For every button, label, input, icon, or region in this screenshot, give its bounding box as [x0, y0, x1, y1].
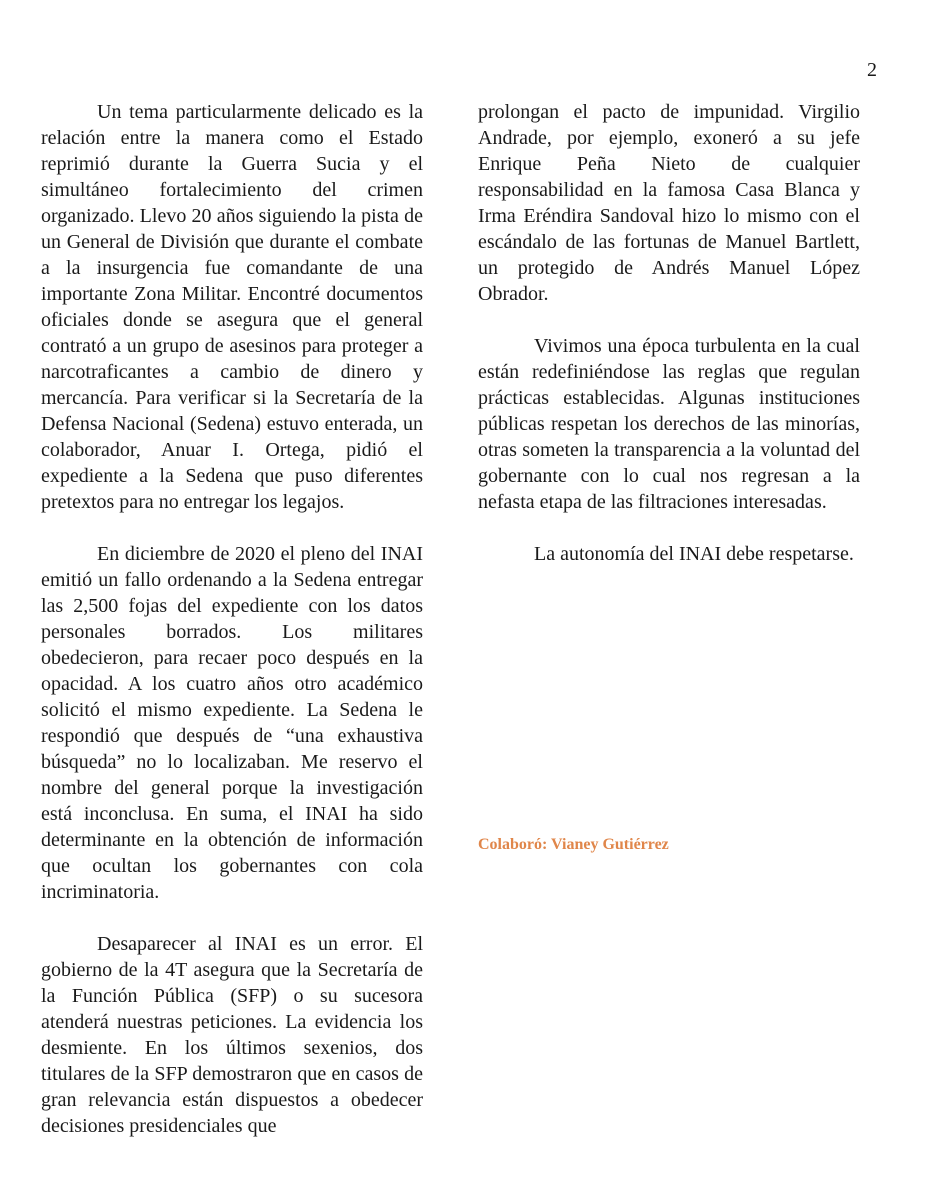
credit-line: Colaboró: Vianey Gutiérrez — [478, 836, 669, 853]
page-number: 2 — [867, 59, 877, 81]
paragraph-autonomia-inai: La autonomía del INAI debe respetarse. — [534, 543, 854, 565]
paragraph-epoca-turbulenta: Vivimos una época turbulenta en la cual están redefiniéndose las reglas que regulan prácticas establecidas. Algunas instituciones públicas respetan los derechos de las minorías, otras someten la transparencia a la voluntad del gobernante con lo cual nos regresan a la nefasta etapa de las filtraciones interesadas. — [478, 335, 860, 513]
paragraph-desaparecer-inai: Desaparecer al INAI es un error. El gobierno de la 4T asegura que la Secretaría de la Función Pública (SFP) o su sucesora atenderá nuestras peticiones. La evidencia los desmiente. En los últimos sexenios, dos titulares de la SFP demostraron que en casos de gran relevancia están dispuestos a obedecer decisiones presidenciales que — [41, 933, 423, 1137]
paragraph-guerra-sucia: Un tema particularmente delicado es la relación entre la manera como el Estado reprimió durante la Guerra Sucia y el simultáneo fortalecimiento del crimen organizado. Llevo 20 años siguiendo la pista de un General de División que durante el combate a la insurgencia fue comandante de una importante Zona Militar. Encontré documentos oficiales donde se asegura que el general contrató a un grupo de asesinos para proteger a narcotraficantes a cambio de dinero y mercancía. Para verificar si la Secretaría de la Defensa Nacional (Sedena) estuvo enterada, un colaborador, Anuar I. Ortega, pidió el expediente a la Sedena que puso diferentes pretextos para no entregar los legajos. — [41, 101, 423, 513]
left-column — [41, 99, 423, 1139]
paragraph-fallo-inai: En diciembre de 2020 el pleno del INAI emitió un fallo ordenando a la Sedena entregar las 2,500 fojas del expediente con los datos personales borrados. Los militares obedecieron, para recaer poco después en la opacidad. A los cuatro años otro académico solicitó el mismo expediente. La Sedena le respondió que después de “una exhaustiva búsqueda” no lo localizaban. Me reservo el nombre del general porque la investigación está inconclusa. En suma, el INAI ha sido determinante en la obtención de información que ocultan los gobernantes con cola incriminatoria. — [41, 543, 423, 903]
right-column — [478, 99, 860, 593]
paragraph-continuation: prolongan el pacto de impunidad. Virgilio Andrade, por ejemplo, exoneró a su jefe Enrique Peña Nieto de cualquier responsabilidad en la famosa Casa Blanca y Irma Eréndira Sandoval hizo lo mismo con el escándalo de las fortunas de Manuel Bartlett, un protegido de Andrés Manuel López Obrador. — [478, 101, 860, 305]
